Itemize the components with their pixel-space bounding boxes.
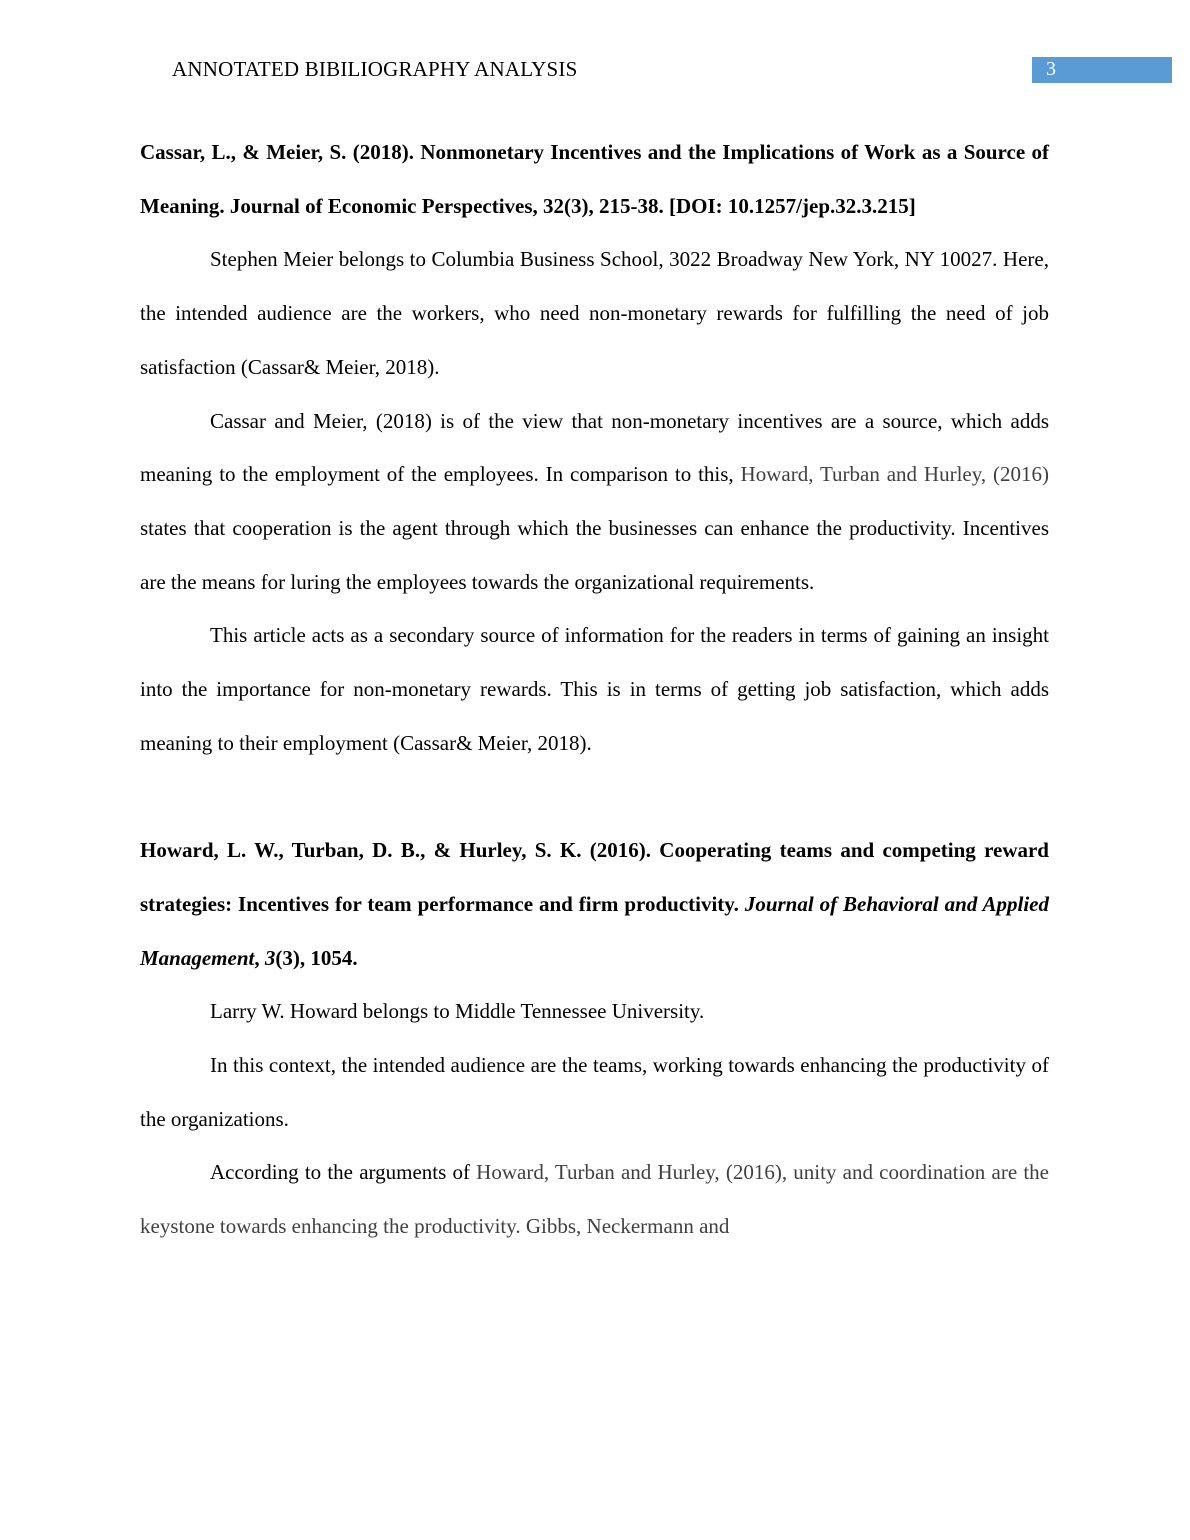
paragraph-author-affiliation: Stephen Meier belongs to Columbia Business School, 3022 Broadway New York, NY 10027. Here, the intended audience are the workers, who need non-monetary rewards for fulfilling the need of job satisfaction (Cassar& Meier, 2018). bbox=[140, 247, 1049, 379]
page-number-badge bbox=[1032, 57, 1172, 83]
paragraph-howard-arguments-reference: Howard, Turban and Hurley, (2016), unity and coordination are the keystone towards enhancing the productivity. Gibbs, Neckermann and bbox=[140, 1160, 1049, 1239]
paragraph-howard-affiliation: Larry W. Howard belongs to Middle Tennessee University. bbox=[210, 999, 705, 1024]
section-spacer bbox=[140, 770, 1049, 824]
citation-howard-issue-pages: (3), 1054. bbox=[275, 945, 358, 970]
citation-howard-volume: 3 bbox=[264, 945, 276, 970]
citation-cassar-meier: Cassar, L., & Meier, S. (2018). Nonmonetary Incentives and the Implications of Work as a Source of Meaning. Journal of Economic Perspectives, 32(3), 215-38. [DOI: 10.1257/jep.32.3.215] bbox=[140, 140, 1049, 218]
running-head-title: ANNOTATED BIBILIOGRAPHY ANALYSIS bbox=[172, 57, 578, 81]
citation-howard-sep: , bbox=[254, 945, 265, 970]
document-body bbox=[140, 126, 1049, 1254]
reference-howard-2016: Howard, Turban and Hurley, (2016) bbox=[740, 462, 1049, 487]
paragraph-comparison-text-a: Cassar and Meier, (2018) is of the view that non-monetary incentives are a source, which adds meaning to the employment of the employees. In comparison to this, bbox=[140, 408, 1049, 487]
paragraph-usefulness: This article acts as a secondary source of information for the readers in terms of gaining an insight into the importance for non-monetary rewards. This is in terms of getting job satisfaction, which adds meaning to their employment (Cassar& Meier, 2018). bbox=[140, 623, 1049, 755]
paragraph-comparison-text-b: states that cooperation is the agent through which the businesses can enhance the productivity. Incentives are the means for luring the employees towards the organizational requirements. bbox=[140, 515, 1049, 594]
page-number: 3 bbox=[1046, 58, 1056, 80]
paragraph-howard-audience: In this context, the intended audience are the teams, working towards enhancing the productivity of the organizations. bbox=[140, 1052, 1049, 1131]
paragraph-comparison bbox=[140, 395, 1049, 610]
paragraph-howard-arguments-text: According to the arguments of bbox=[210, 1160, 477, 1185]
citation-howard-turban-hurley bbox=[140, 824, 1049, 985]
paragraph-howard-arguments bbox=[140, 1146, 1049, 1253]
citation-howard-authors-title: Howard, L. W., Turban, D. B., & Hurley, S. K. (2016). Cooperating teams and competing reward strategies: Incentives for team performance and firm productivity. bbox=[140, 838, 1049, 916]
citation-howard-journal: Journal of Behavioral and Applied Management bbox=[140, 891, 1049, 970]
